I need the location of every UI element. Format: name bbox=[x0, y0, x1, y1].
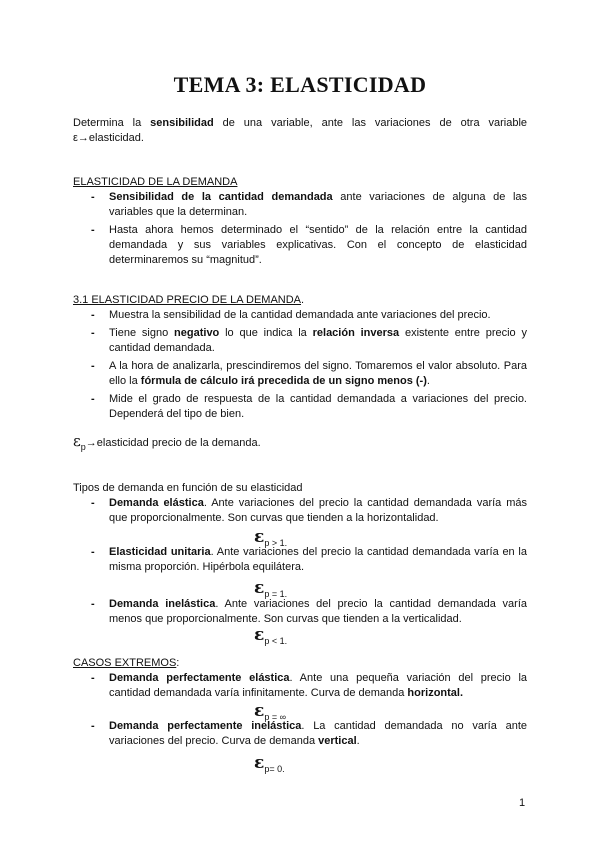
list-item: - Muestra la sensibilidad de la cantidad demandada ante variaciones del precio. bbox=[73, 308, 527, 323]
list-item: - Demanda elástica. Ante variaciones del precio la cantidad demandada varía más que proporcionalmente. Son curvas que tienden a la horizontalidad. bbox=[73, 496, 527, 526]
page-title: TEMA 3: ELASTICIDAD bbox=[173, 72, 427, 97]
section-heading: ELASTICIDAD DE LA DEMANDA bbox=[73, 176, 238, 188]
section-extremos-inelastica bbox=[73, 719, 527, 752]
list-item: - Mide el grado de respuesta de la cantidad demandada a variaciones del precio. Dependerá del tipo de bien. bbox=[73, 392, 527, 422]
list-item: - Sensibilidad de la cantidad demandada ante variaciones de alguna de las variables que la determinan. bbox=[73, 190, 527, 220]
list-item: - A la hora de analizarla, prescindiremos del signo. Tomaremos el valor absoluto. Para ello la fórmula de cálculo irá precedida de un signo menos (-). bbox=[73, 359, 527, 389]
section-tipos-inelastica bbox=[73, 597, 527, 630]
list-item: - Demanda perfectamente inelástica. La cantidad demandada no varía ante variaciones del precio. Curva de demanda vertical. bbox=[73, 719, 527, 749]
list-item: - Elasticidad unitaria. Ante variaciones del precio la cantidad demandada varía en la misma proporción. Hipérbola equilátera. bbox=[73, 545, 527, 575]
section-tipos bbox=[73, 481, 527, 529]
list-item: - Tiene signo negativo lo que indica la relación inversa existente entre precio y cantidad demandada. bbox=[73, 326, 527, 356]
section-precio bbox=[73, 293, 527, 425]
formula-perf-elastica: εp = ∞ bbox=[254, 701, 287, 722]
formula-perf-inelastica: εp= 0. bbox=[254, 753, 285, 774]
section-heading: Tipos de demanda en función de su elasticidad bbox=[73, 482, 303, 494]
formula-inelastica: εp < 1. bbox=[254, 625, 288, 646]
intro-paragraph: Determina la sensibilidad de una variable, ante las variaciones de otra variable ε→elasticidad. bbox=[73, 117, 527, 144]
list-item: - Demanda inelástica. Ante variaciones del precio la cantidad demandada varía menos que proporcionalmente. Son curvas que tienden a la verticalidad. bbox=[73, 597, 527, 627]
section-heading: 3.1 ELASTICIDAD PRECIO DE LA DEMANDA. bbox=[73, 294, 305, 306]
ep-definition: $\varepsilon_p\to elasticidad$ precio de la demanda. bbox=[73, 432, 261, 452]
formula-elastica: εp > 1. bbox=[254, 527, 288, 548]
section-tipos-unitaria bbox=[73, 545, 527, 578]
list-item: - Hasta ahora hemos determinado el “sentido” de la relación entre la cantidad demandada y sus variables explicativas. Con el concepto de elasticidad determinaremos su “magnitud”. bbox=[73, 223, 527, 268]
page-number: 1 bbox=[519, 797, 526, 809]
section-heading: CASOS EXTREMOS: bbox=[73, 657, 180, 669]
formula-unitaria: εp = 1. bbox=[254, 578, 288, 599]
section-extremos bbox=[73, 656, 527, 704]
section-demanda bbox=[73, 175, 527, 271]
list-item: - Demanda perfectamente elástica. Ante una pequeña variación del precio la cantidad demandada varía infinitamente. Curva de demanda horizontal. bbox=[73, 671, 527, 701]
